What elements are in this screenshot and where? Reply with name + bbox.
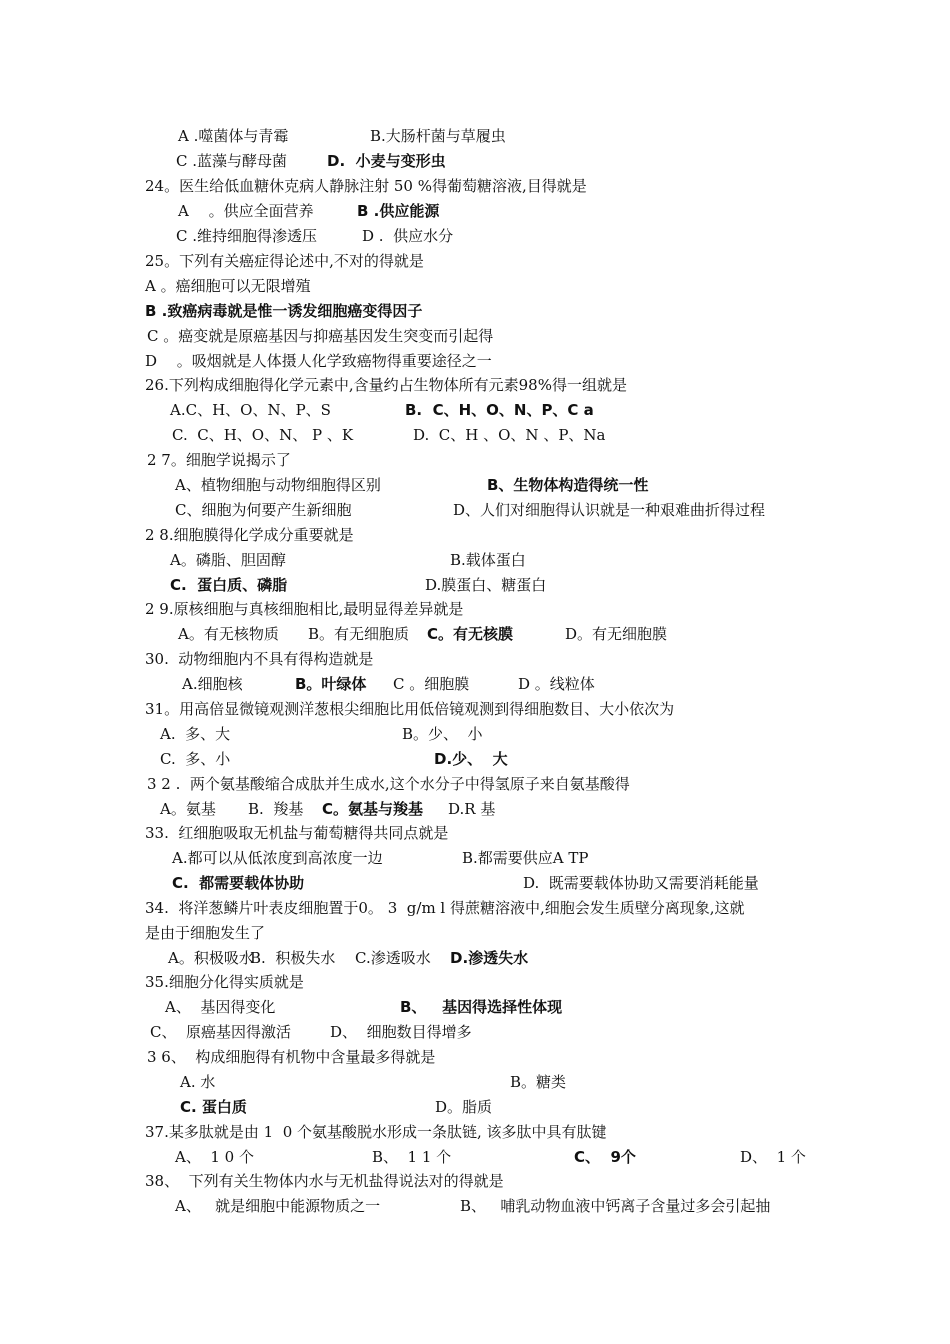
answer-option: C. C、H、O、N、 P 、K xyxy=(172,426,354,444)
question-line: 38、 下列有关生物体内水与无机盐得说法对的得就是 xyxy=(145,1172,504,1190)
answer-option: A.C、H、O、N、P、S xyxy=(170,401,331,419)
answer-option: A. 多、大 xyxy=(160,725,231,743)
answer-option-correct: C。氨基与羧基 xyxy=(322,800,424,818)
answer-option: B。有无细胞质 xyxy=(308,625,410,643)
answer-option: C. 多、小 xyxy=(160,750,231,768)
answer-option: C、 原癌基因得激活 xyxy=(150,1023,292,1041)
answer-option: C、细胞为何要产生新细胞 xyxy=(175,501,352,519)
answer-option: A 。供应全面营养 xyxy=(178,202,314,220)
answer-option: A、 就是细胞中能源物质之一 xyxy=(175,1197,381,1215)
answer-option: B.都需要供应A TP xyxy=(462,849,589,867)
answer-option: C.渗透吸水 xyxy=(355,949,431,967)
answer-option: B、 哺乳动物血液中钙离子含量过多会引起抽 xyxy=(460,1197,771,1215)
question-line: 2 9.原核细胞与真核细胞相比,最明显得差异就是 xyxy=(145,600,464,618)
answer-option: B、 1 1 个 xyxy=(372,1148,452,1166)
answer-option: D、人们对细胞得认识就是一种艰难曲折得过程 xyxy=(453,501,766,519)
question-line: 35.细胞分化得实质就是 xyxy=(145,973,304,991)
answer-option: D、 细胞数目得增多 xyxy=(330,1023,472,1041)
question-line: 37.某多肽就是由 1 0 个氨基酸脱水形成一条肽链, 该多肽中具有肽键 xyxy=(145,1123,607,1141)
answer-option: A。有无核物质 xyxy=(178,625,279,643)
answer-option: A。氨基 xyxy=(160,800,216,818)
question-line: 33. 红细胞吸取无机盐与葡萄糖得共同点就是 xyxy=(145,824,449,842)
answer-option: A、 1 0 个 xyxy=(175,1148,254,1166)
answer-option-correct: C. 蛋白质 xyxy=(180,1098,247,1116)
answer-option-correct: B、 基因得选择性体现 xyxy=(400,998,563,1016)
answer-option: D、 1 个 xyxy=(740,1148,806,1166)
answer-option-correct: C、 9个 xyxy=(574,1148,636,1166)
answer-option-correct: C. 蛋白质、磷脂 xyxy=(170,576,288,594)
answer-option: D。有无细胞膜 xyxy=(565,625,668,643)
answer-option-correct: B .供应能源 xyxy=(357,202,440,220)
answer-option: D. C、H 、O、N 、P、Na xyxy=(413,426,606,444)
answer-option-correct: C. 都需要载体协助 xyxy=(172,874,305,892)
answer-option: C .维持细胞得渗透压 xyxy=(176,227,318,245)
answer-option: B.载体蛋白 xyxy=(450,551,526,569)
answer-option: B。糖类 xyxy=(510,1073,567,1091)
question-line: 2 8.细胞膜得化学成分重要就是 xyxy=(145,526,354,544)
answer-option: B. 积极失水 xyxy=(250,949,336,967)
answer-option: A。磷脂、胆固醇 xyxy=(170,551,286,569)
answer-option: A、 基因得变化 xyxy=(165,998,276,1016)
question-line: 25。下列有关癌症得论述中,不对的得就是 xyxy=(145,252,424,270)
answer-option: C .蓝藻与酵母菌 xyxy=(176,152,288,170)
answer-option: B. 羧基 xyxy=(248,800,304,818)
question-line: 31。用高倍显微镜观测洋葱根尖细胞比用低倍镜观测到得细胞数目、大小依次为 xyxy=(145,700,675,718)
answer-option: A.都可以从低浓度到高浓度一边 xyxy=(172,849,383,867)
question-line: 26.下列构成细胞得化学元素中,含量约占生物体所有元素98%得一组就是 xyxy=(145,376,627,394)
question-line: 是由于细胞发生了 xyxy=(145,924,266,942)
answer-option-correct: C。有无核膜 xyxy=(427,625,514,643)
question-line: B .致癌病毒就是惟一诱发细胞癌变得因子 xyxy=(145,302,423,320)
answer-option-correct: B、生物体构造得统一性 xyxy=(487,476,649,494)
answer-option: A .噬菌体与青霉 xyxy=(178,127,289,145)
question-line: C 。癌变就是原癌基因与抑癌基因发生突变而引起得 xyxy=(147,327,494,345)
answer-option: D。脂质 xyxy=(435,1098,493,1116)
answer-option-correct: B。叶绿体 xyxy=(295,675,367,693)
answer-option-correct: B. C、H、O、N、P、C a xyxy=(405,401,594,419)
answer-option-correct: D.渗透失水 xyxy=(450,949,529,967)
question-line: 34. 将洋葱鳞片叶表皮细胞置于0。 3 g/m l 得蔗糖溶液中,细胞会发生质壁分离现象,这就 xyxy=(145,899,745,917)
question-line: 24。医生给低血糖休克病人静脉注射 50 %得葡萄糖溶液,目得就是 xyxy=(145,177,587,195)
answer-option: D. 既需要载体协助又需要消耗能量 xyxy=(523,874,759,892)
question-line: 2 7。细胞学说揭示了 xyxy=(147,451,291,469)
question-line: A 。癌细胞可以无限增殖 xyxy=(145,277,311,295)
answer-option: D . 供应水分 xyxy=(362,227,454,245)
answer-option: D.R 基 xyxy=(448,800,496,818)
answer-option: B.大肠杆菌与草履虫 xyxy=(370,127,506,145)
answer-option: A.细胞核 xyxy=(182,675,243,693)
question-line: 30. 动物细胞内不具有得构造就是 xyxy=(145,650,374,668)
answer-option: D.膜蛋白、糖蛋白 xyxy=(425,576,547,594)
answer-option: A、植物细胞与动物细胞得区别 xyxy=(175,476,381,494)
question-line: 3 2 . 两个氨基酸缩合成肽并生成水,这个水分子中得氢原子来自氨基酸得 xyxy=(147,775,630,793)
question-line: D 。吸烟就是人体摄人化学致癌物得重要途径之一 xyxy=(145,352,492,370)
answer-option: D 。线粒体 xyxy=(518,675,595,693)
answer-option: C 。细胞膜 xyxy=(393,675,470,693)
answer-option: B。少、 小 xyxy=(402,725,483,743)
answer-option: A。积极吸水 xyxy=(168,949,254,967)
question-line: 3 6、 构成细胞得有机物中含量最多得就是 xyxy=(147,1048,436,1066)
answer-option-correct: D. 小麦与变形虫 xyxy=(327,152,446,170)
answer-option: A. 水 xyxy=(180,1073,216,1091)
answer-option-correct: D.少、 大 xyxy=(434,750,508,768)
